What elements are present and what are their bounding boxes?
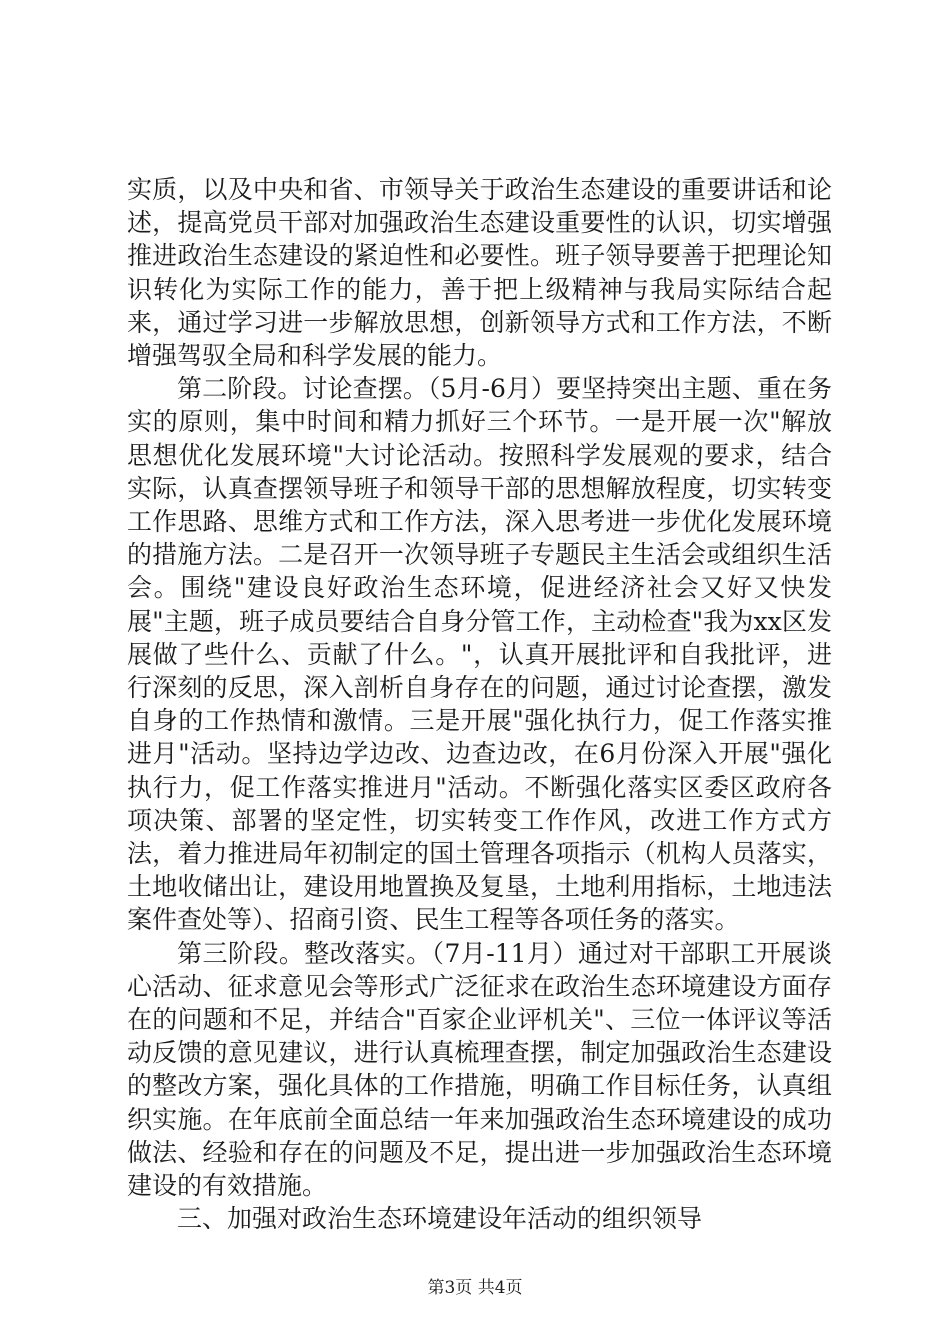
page-number-footer: 第3页 共4页 xyxy=(427,1278,523,1298)
document-body xyxy=(127,173,832,1236)
paragraph-continuation: 实质，以及中央和省、市领导关于政治生态建设的重要讲话和论述，提高党员干部对加强政治生态建设重要性的认识，切实增强推进政治生态建设的紧迫性和必要性。班子领导要善于把理论知识转化为实际工作的能力，善于把上级精神与我局实际结合起来，通过学习进一步解放思想，创新领导方式和工作方法，不断增强驾驭全局和科学发展的能力。 xyxy=(127,175,832,371)
paragraph-stage-three: 第三阶段。整改落实。（7月-11月）通过对干部职工开展谈心活动、征求意见会等形式广泛征求在政治生态环境建设方面存在的问题和不足，并结合"百家企业评机关"、三位一体评议等活动反馈的意见建议，进行认真梳理查摆，制定加强政治生态建设的整改方案，强化具体的工作措施，明确工作目标任务，认真组织实施。在年底前全面总结一年来加强政治生态环境建设的成功做法、经验和存在的问题及不足，提出进一步加强政治生态环境建设的有效措施。 xyxy=(127,938,832,1201)
paragraph-stage-two: 第二阶段。讨论查摆。（5月-6月）要坚持突出主题、重在务实的原则，集中时间和精力抓好三个环节。一是开展一次"解放思想优化发展环境"大讨论活动。按照科学发展观的要求，结合实际，认真查摆领导班子和领导干部的思想解放程度，切实转变工作思路、思维方式和工作方法，深入思考进一步优化发展环境的措施方法。二是召开一次领导班子专题民主生活会或组织生活会。围绕"建设良好政治生态环境，促进经济社会又好又快发展"主题，班子成员要结合自身分管工作，主动检查"我为xx区发展做了些什么、贡献了什么。"，认真开展批评和自我批评，进行深刻的反思，深入剖析自身存在的问题，通过讨论查摆，激发自身的工作热情和激情。三是开展"强化执行力，促工作落实推进月"活动。坚持边学边改、边查边改，在6月份深入开展"强化执行力，促工作落实推进月"活动。不断强化落实区委区政府各项决策、部署的坚定性，切实转变工作作风，改进工作方式方法，着力推进局年初制定的国土管理各项指示（机构人员落实，土地收储出让，建设用地置换及复垦，土地利用指标，土地违法案件查处等）、招商引资、民生工程等各项任务的落实。 xyxy=(127,374,832,935)
section-heading: 三、加强对政治生态环境建设年活动的组织领导 xyxy=(177,1204,703,1234)
